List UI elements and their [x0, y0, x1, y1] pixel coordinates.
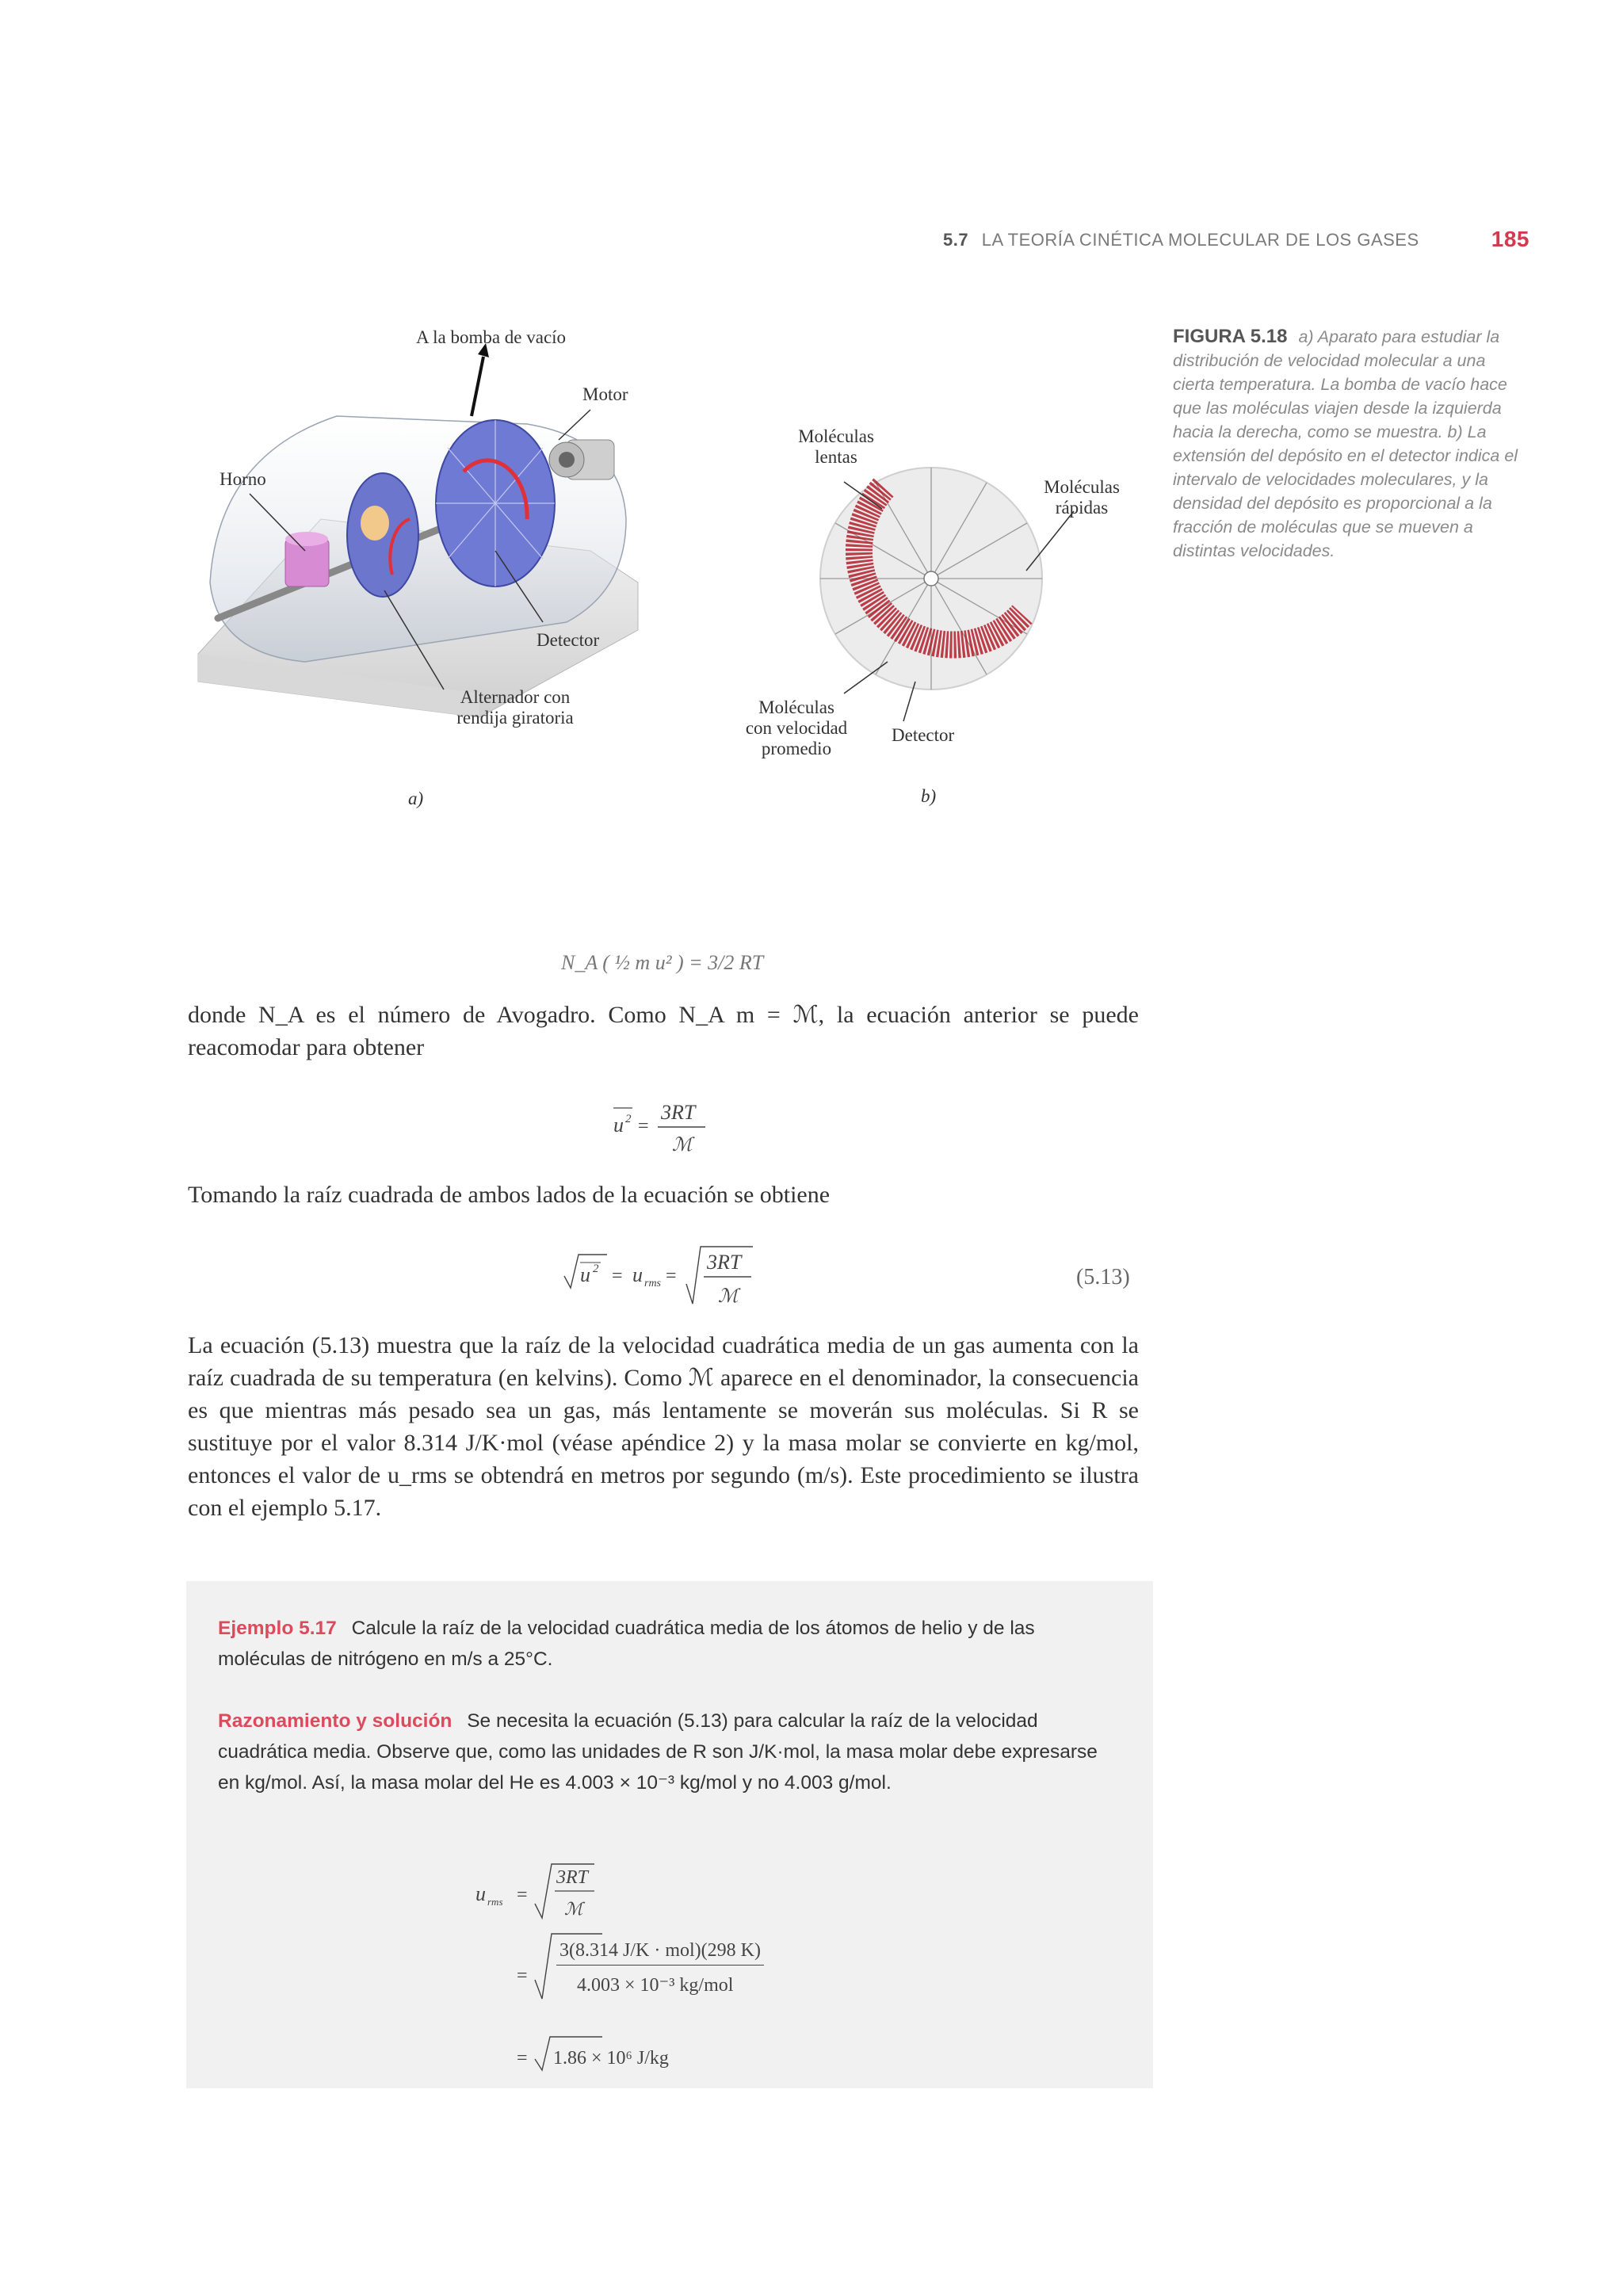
label-vacuum: A la bomba de vacío [416, 327, 567, 347]
label-detector-b: Detector [892, 725, 955, 745]
figure-caption-text: a) Aparato para estudiar la distribución de velocidad molecular a una cierta temperatura. La bomba de vacío hace que las moléculas viajen desde la izquierda hacia la derecha, como se muestra. b) La extensión del depósito en el detector indica el intervalo de velocidades moleculares, y la densidad del depósito es proporcional a la fracción de moléculas que se mueven a distintas velocidades. [1173, 327, 1518, 560]
label-fast-line1: Moléculas [1044, 477, 1120, 497]
label-fast-line2: rápidas [1055, 498, 1109, 518]
reasoning-text: Se necesita la ecuación (5.13) para calcular la raíz de la velocidad cuadrática media. Observe que, como las unidades de R son J/K·mol, la masa molar debe expresarse en kg/mol. Así, la masa molar del He es 4.003 × 10⁻³ kg/mol y no 4.003 g/mol. [218, 1710, 1098, 1794]
label-chopper-line2: rendija giratoria [456, 708, 574, 728]
equation-energy: N_A ( ½ m u² ) = 3/2 RT [561, 951, 764, 974]
svg-text:3RT: 3RT [661, 1101, 696, 1124]
svg-text:=: = [612, 1266, 623, 1286]
calc-denominator: 4.003 × 10⁻³ kg/mol [577, 1975, 734, 1996]
svg-text:3RT: 3RT [707, 1251, 742, 1274]
paragraph-discussion: La ecuación (5.13) muestra que la raíz de la velocidad cuadrática media de un gas aumenta con la raíz cuadrada de su temperatura (en kelvins). Como ℳ aparece en el denominador, la consecuencia es que mientras más pesado sea un gas, más lentamente se moverán sus moléculas. Si R se sustituye por el valor 8.314 J/K·mol (véase apéndice 2) y la masa molar se convierte en kg/mol, entonces el valor de u_rms se obtendrá en metros por segundo (m/s). Este procedimiento se ilustra con el ejemplo 5.17. [188, 1332, 1139, 1521]
svg-text:=: = [517, 2048, 528, 2069]
label-average-line1: Moléculas [758, 697, 834, 717]
example-prompt-text: Calcule la raíz de la velocidad cuadrática media de los átomos de helio y de las moléculas de nitrógeno en m/s a 25°C. [218, 1618, 1035, 1670]
example-box [186, 1581, 1153, 2088]
equation-rms-svg [563, 1240, 769, 1312]
label-chopper-line1: Alternador con [460, 687, 571, 707]
figure-b-detector [733, 420, 1145, 808]
example-calculation [475, 1855, 1030, 2084]
svg-text:3RT: 3RT [556, 1867, 589, 1888]
calc-result: 1.86 × 10⁶ J/kg [553, 2048, 669, 2069]
svg-text:=: = [666, 1266, 677, 1286]
svg-text:ℳ: ℳ [564, 1899, 583, 1919]
section-number: 5.7 [943, 230, 969, 250]
running-header [943, 227, 1529, 251]
label-tag-b: b) [921, 786, 937, 806]
equation-number: (5.13) [1076, 1265, 1130, 1289]
label-tag-a: a) [408, 789, 424, 808]
svg-text:rms: rms [487, 1896, 503, 1908]
label-slow-line2: lentas [815, 447, 857, 467]
example-prompt [218, 1613, 1117, 1675]
label-slow-line1: Moléculas [798, 426, 874, 446]
svg-text:u: u [613, 1114, 624, 1137]
svg-text:2: 2 [593, 1263, 599, 1275]
section-title: LA TEORÍA CINÉTICA MOLECULAR DE LOS GASES [981, 230, 1419, 250]
svg-text:u: u [580, 1263, 590, 1286]
label-chopper [424, 687, 606, 728]
svg-text:ℳ: ℳ [672, 1135, 693, 1156]
svg-text:u: u [475, 1882, 486, 1905]
label-average-line2: con velocidad [745, 718, 848, 738]
equation-rms [563, 1240, 769, 1316]
label-detector-a: Detector [537, 630, 600, 650]
page-number: 185 [1491, 227, 1529, 251]
figure-caption [1173, 325, 1529, 563]
paragraph-sqrt: Tomando la raíz cuadrada de ambos lados de la ecuación se obtiene [188, 1182, 831, 1208]
example-label: Ejemplo 5.17 [218, 1618, 337, 1639]
figure-label: FIGURA 5.18 [1173, 326, 1288, 347]
svg-text:ℳ: ℳ [718, 1286, 739, 1307]
label-average [733, 697, 860, 759]
label-motor: Motor [582, 384, 628, 404]
svg-text:=: = [517, 1966, 528, 1986]
svg-text:=: = [638, 1116, 649, 1137]
label-fast [1026, 477, 1137, 518]
svg-text:2: 2 [625, 1113, 632, 1125]
label-average-line3: promedio [761, 739, 832, 758]
example-reasoning [218, 1706, 1117, 1798]
equation-mean-square-svg [612, 1094, 723, 1157]
svg-text:u: u [632, 1263, 643, 1286]
figure-a-apparatus [194, 321, 670, 808]
svg-text:=: = [517, 1885, 528, 1905]
label-oven: Horno [220, 469, 266, 489]
paragraph-avogadro: donde N_A es el número de Avogadro. Como N_A m = ℳ, la ecuación anterior se puede reacomodar para obtener [188, 1002, 1139, 1060]
reasoning-label: Razonamiento y solución [218, 1710, 453, 1732]
svg-text:rms: rms [644, 1278, 662, 1289]
label-slow [781, 426, 892, 468]
calc-numerator: 3(8.314 J/K · mol)(298 K) [556, 1940, 764, 1966]
equation-mean-square [612, 1094, 723, 1161]
